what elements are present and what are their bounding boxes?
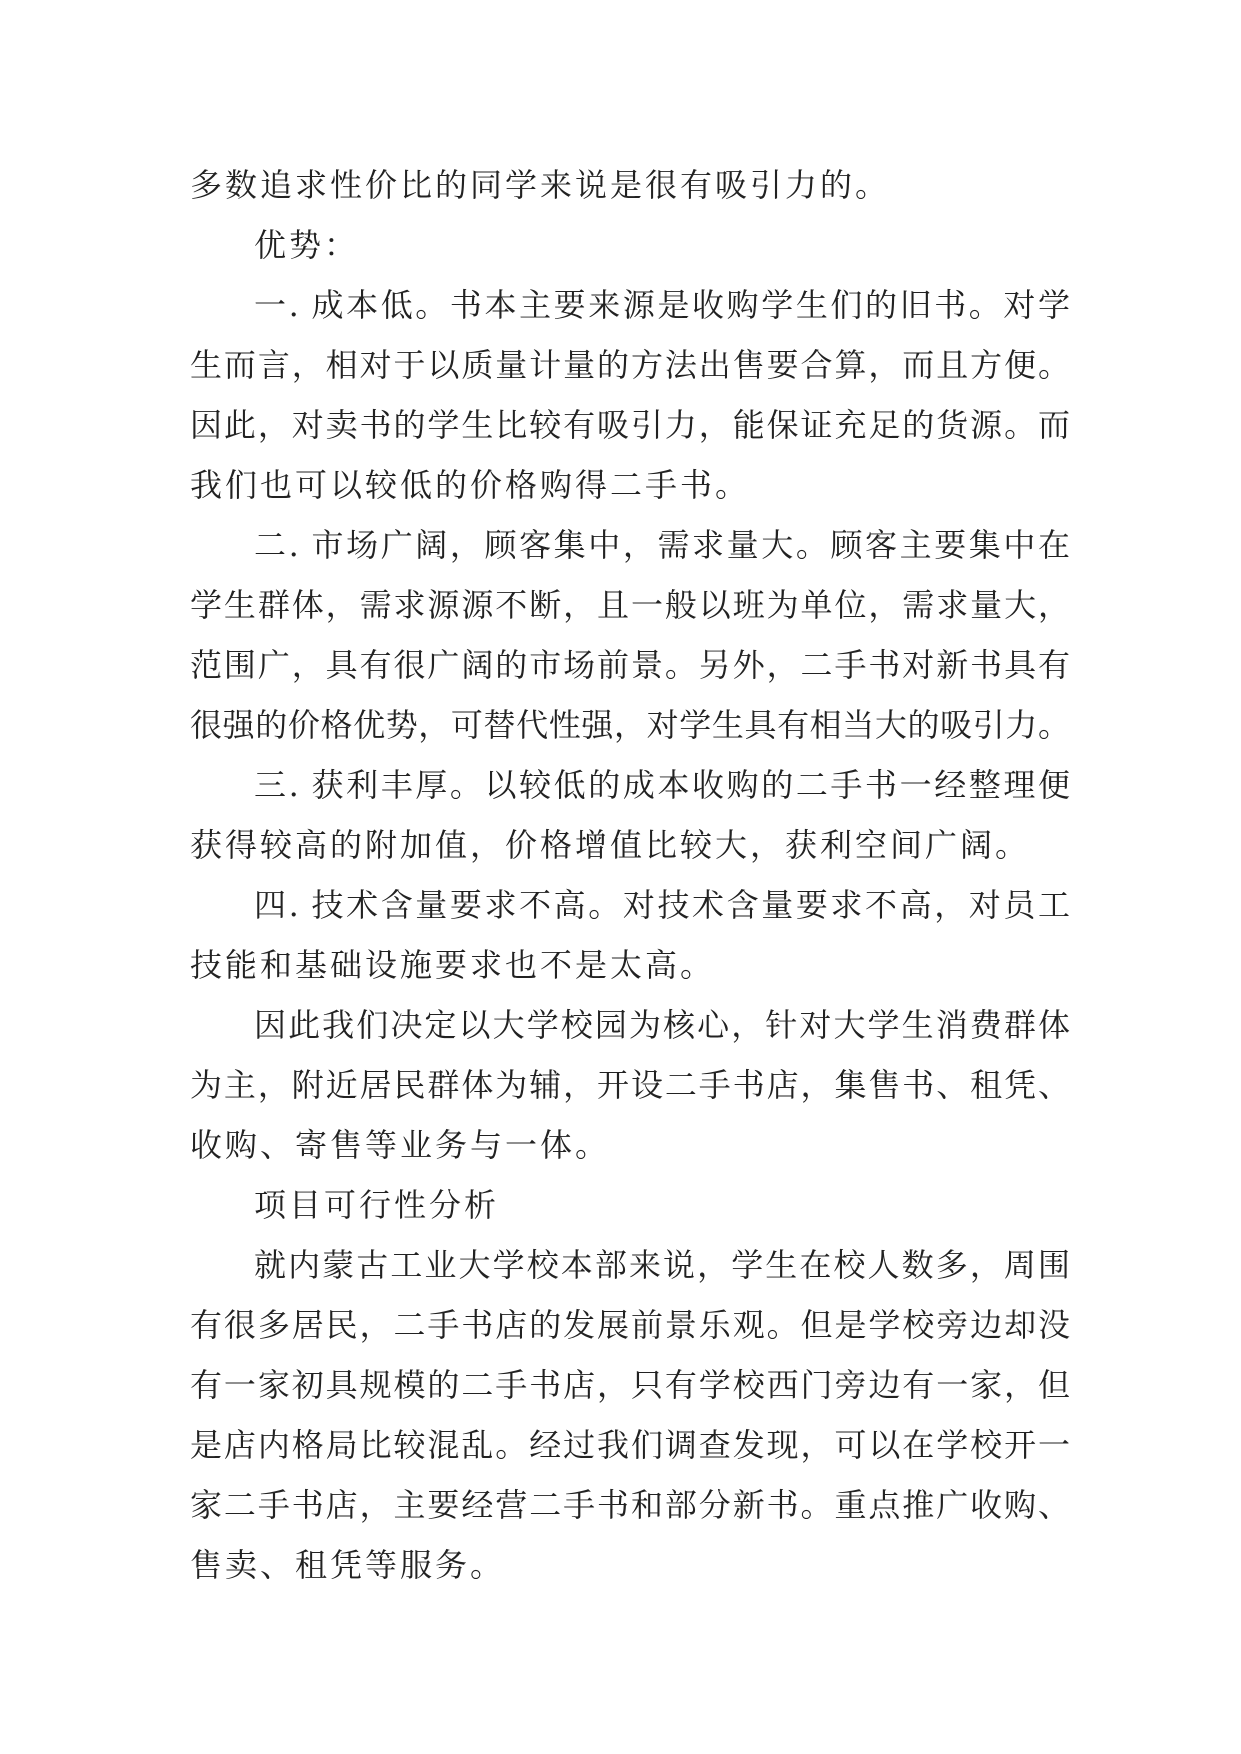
text-line: 项目可行性分析	[254, 1186, 500, 1224]
text-line: 三. 获利丰厚。以较低的成本收购的二手书一经整理便	[254, 766, 1070, 804]
text-line: 一. 成本低。书本主要来源是收购学生们的旧书。对学	[254, 286, 1070, 324]
text-line: 四. 技术含量要求不高。对技术含量要求不高，对员工	[254, 886, 1070, 924]
text-line: 获得较高的附加值，价格增值比较大，获利空间广阔。	[190, 826, 1031, 864]
text-line: 很强的价格优势，可替代性强，对学生具有相当大的吸引力。	[190, 706, 1070, 744]
text-line: 因此，对卖书的学生比较有吸引力，能保证充足的货源。而	[190, 406, 1070, 444]
document-body	[190, 155, 1070, 1595]
text-line: 为主，附近居民群体为辅，开设二手书店，集售书、租凭、	[190, 1066, 1070, 1104]
text-line: 家二手书店，主要经营二手书和部分新书。重点推广收购、	[190, 1486, 1070, 1524]
text-line: 多数追求性价比的同学来说是很有吸引力的。	[190, 166, 891, 204]
text-line: 因此我们决定以大学校园为核心，针对大学生消费群体	[254, 1006, 1070, 1044]
text-line: 有一家初具规模的二手书店，只有学校西门旁边有一家，但	[190, 1366, 1070, 1404]
text-line: 范围广，具有很广阔的市场前景。另外，二手书对新书具有	[190, 646, 1070, 684]
text-line: 优势：	[254, 226, 360, 264]
text-line: 技能和基础设施要求也不是太高。	[190, 946, 716, 984]
text-line: 就内蒙古工业大学校本部来说，学生在校人数多，周围	[254, 1246, 1070, 1284]
text-line: 售卖、租凭等服务。	[190, 1546, 506, 1584]
text-line: 生而言，相对于以质量计量的方法出售要合算，而且方便。	[190, 346, 1070, 384]
text-line: 我们也可以较低的价格购得二手书。	[190, 466, 751, 504]
text-line: 是店内格局比较混乱。经过我们调查发现，可以在学校开一	[190, 1426, 1070, 1464]
text-line: 收购、寄售等业务与一体。	[190, 1126, 611, 1164]
text-line: 学生群体，需求源源不断，且一般以班为单位，需求量大，	[190, 586, 1070, 624]
text-line: 有很多居民，二手书店的发展前景乐观。但是学校旁边却没	[190, 1306, 1070, 1344]
text-line: 二. 市场广阔，顾客集中，需求量大。顾客主要集中在	[254, 526, 1070, 564]
